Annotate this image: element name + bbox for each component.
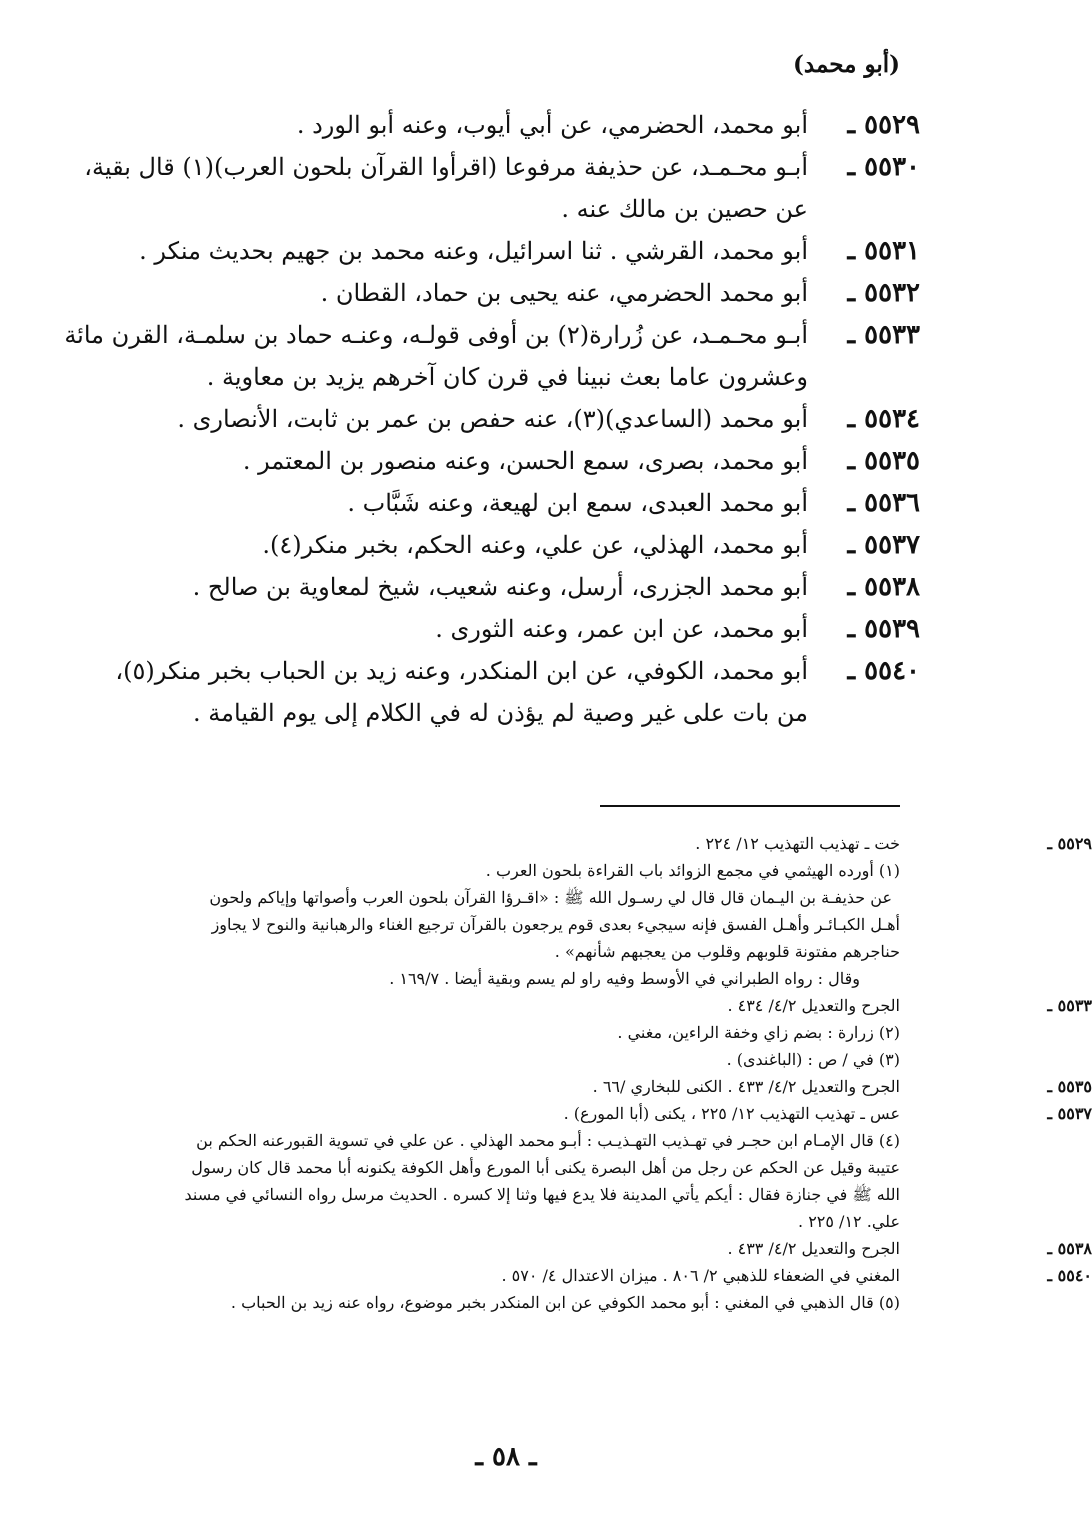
footnote-text [102,1262,900,1316]
footnote-entry-code: ٥٥٣٣ ـ [1047,996,1092,1015]
entry-number: ٥٥٣٤ ـ [847,404,920,434]
entry-number: ٥٥٣٨ ـ [847,572,920,602]
footnote-line: علي. ١٢/ ٢٢٥ . [798,1212,900,1231]
footnote-text [102,830,900,992]
footnote-entry-code: ٥٥٣٨ ـ [1047,1239,1092,1258]
entry-line: أبو محمد (الساعدي)(٣)، عنه حفص بن عمر بن ثابت، الأنصارى . [177,405,808,433]
entry-text [100,398,808,440]
entry-line: أبو محمد الجزرى، أرسل، وعنه شعيب، شيخ لمعاوية بن صالح . [192,573,808,601]
entry-text [100,566,808,608]
footnote-line: (٢) زرارة : بضم زاي وخفة الراءين، مغني . [617,1023,900,1042]
running-head: (أبو محمد) [793,51,900,78]
entry-line: أبو محمد الحضرمي، عنه يحيى بن حماد، القطان . [320,279,808,307]
entry-line: وعشرون عاما بعث نبينا في قرن كان آخرهم يزيد بن معاوية . [206,363,808,391]
entry-item [100,482,920,524]
entry-item [100,440,920,482]
entry-number: ٥٥٣٢ ـ [847,278,920,308]
footnote-line: الجرح والتعديل ٤/٢/ ٤٣٤ . [727,996,900,1015]
footnote-group [102,1235,1092,1262]
entry-line: أبو محمد، القرشي . ثنا اسرائيل، وعنه محمد بن جهيم بحديث منكر . [139,237,808,265]
footnote-line: عن حذيفـة بن اليـمان قال قال لي رسـول الله ﷺ : «اقـرؤا القرآن بلحون العرب وأصواتها وإياكم ولحون [209,888,892,907]
entry-text [100,524,808,566]
entry-line: أبو محمد، الهذلي، عن علي، وعنه الحكم، بخبر منكر(٤). [262,531,808,559]
entry-text [100,650,808,734]
entry-item [100,524,920,566]
entry-number: ٥٥٣٠ ـ [847,152,920,182]
entry-text [100,272,808,314]
entry-item [100,104,920,146]
footnote-entry-code: ٥٥٤٠ ـ [1047,1266,1092,1285]
entry-item [100,272,920,314]
entry-item [64,314,920,398]
entry-item [84,146,920,230]
footnote-line: الجرح والتعديل ٤/٢/ ٤٣٣ . [727,1239,900,1258]
entry-text [100,230,808,272]
entry-number: ٥٥٤٠ ـ [847,656,920,686]
entry-number: ٥٥٣٣ ـ [847,320,920,350]
entry-text [100,440,808,482]
footnote-line: (٥) قال الذهبي في المغني : أبو محمد الكوفي عن ابن المنكدر بخبر موضوع، رواه عنه زيد بن الحباب . [230,1293,900,1312]
footnotes-section [102,830,1092,1316]
footnote-line: وقال : رواه الطبراني في الأوسط وفيه راو لم يسم وبقية أيضا . ١٦٩/٧ . [389,969,860,988]
footnote-line: عس ـ تهذيب التهذيب ١٢/ ٢٢٥ ، يكنى (أبا المورع) . [563,1104,900,1123]
entry-number: ٥٥٣١ ـ [847,236,920,266]
footnote-entry-code: ٥٥٣٥ ـ [1047,1077,1092,1096]
footnote-line: (٤) قال الإمـام ابن حجـر في تهـذيب التهـذيـب : أبـو محمد الهذلي . عن علي في تسوية القبورعنه الحكم بن [196,1131,900,1150]
footnote-entry-code: ٥٥٣٧ ـ [1047,1104,1092,1123]
entry-line: من بات على غير وصية لم يؤذن له في الكلام إلى يوم القيامة . [193,699,808,727]
entry-line: أبو محمد، الحضرمي، عن أبي أيوب، وعنه أبو الورد . [296,111,808,139]
entry-line: أبو محمد العبدى، سمع ابن لهيعة، وعنه شَبَّاب . [347,489,808,517]
entry-text [64,314,808,398]
footnote-entry-code: ٥٥٢٩ ـ [1047,834,1092,853]
footnote-line: خت ـ تهذيب التهذيب ١٢/ ٢٢٤ . [695,834,900,853]
footnote-separator [600,805,900,807]
entry-line: عن حصين بن مالك عنه . [561,195,808,223]
footnote-group [102,1262,1092,1316]
entry-line: أبو محمد، بصرى، سمع الحسن، وعنه منصور بن المعتمر . [242,447,808,475]
entry-line: أبو محمد، عن ابن عمر، وعنه الثورى . [435,615,808,643]
entry-number: ٥٥٣٩ ـ [847,614,920,644]
entry-number: ٥٥٣٧ ـ [847,530,920,560]
footnote-line: حناجرهم مفتونة قلوبهم وقلوب من يعجبهم شأنهم» . [554,942,900,961]
entry-text [100,104,808,146]
footnote-line: أهـل الكبـائـر وأهـل الفسق فإنه سيجيء بعدى قوم يرجعون بالقرآن ترجيع الغناء والرهبانية والنوح لا يجاوز [211,915,900,934]
entry-line: أبـو محـمـد، عن حذيفة مرفوعا (اقرأوا القرآن بلحون العرب)(١) قال بقية، [84,153,808,181]
footnote-line: عتيبة وقيل عن الحكم عن رجل من أهل البصرة يكنى أبا المورع وأهل الكوفة يكنونه أبا محمد قال كان رسول [191,1158,900,1177]
footnote-text [102,1235,900,1262]
footnote-text [102,992,900,1073]
entry-item [100,230,920,272]
footnote-line: الله ﷺ في جنازة فقال : أيكم يأتي المدينة فلا يدع فيها وثنا إلا كسره . الحديث مرسل رواه النسائي في مسند [184,1185,900,1204]
footnote-group [102,1100,1092,1235]
entry-number: ٥٥٢٩ ـ [847,110,920,140]
footnote-line: (١) أورده الهيثمي في مجمع الزوائد باب القراءة بلحون العرب . [485,861,900,880]
entry-text [100,482,808,524]
entries-list [64,104,920,734]
footnote-group [102,992,1092,1073]
entry-item [100,650,920,734]
entry-number: ٥٥٣٦ ـ [847,488,920,518]
footnote-line: (٣) في / ص : (الباغندى) . [726,1050,900,1069]
entry-line: أبـو محـمـد، عن زُرارة(٢) بن أوفى قولـه، وعنـه حماد بن سلمـة، القرن مائة [64,321,808,349]
entry-item [100,398,920,440]
entry-text [100,608,808,650]
entry-line: أبو محمد، الكوفي، عن ابن المنكدر، وعنه زيد بن الحباب بخبر منكر(٥)، [115,657,808,685]
footnote-line: المغني في الضعفاء للذهبي ٢/ ٨٠٦ . ميزان الاعتدال ٤/ ٥٧٠ . [501,1266,900,1285]
entry-number: ٥٥٣٥ ـ [847,446,920,476]
footnote-group [102,1073,1092,1100]
page-number: ـ ٥٨ ـ [475,1442,537,1472]
entry-item [100,566,920,608]
footnote-text [102,1073,900,1100]
footnote-group [102,830,1092,992]
footnote-line: الجرح والتعديل ٤/٢/ ٤٣٣ . الكنى للبخاري /٦٦ . [592,1077,900,1096]
entry-text [84,146,808,230]
footnote-text [102,1100,900,1235]
entry-item [100,608,920,650]
